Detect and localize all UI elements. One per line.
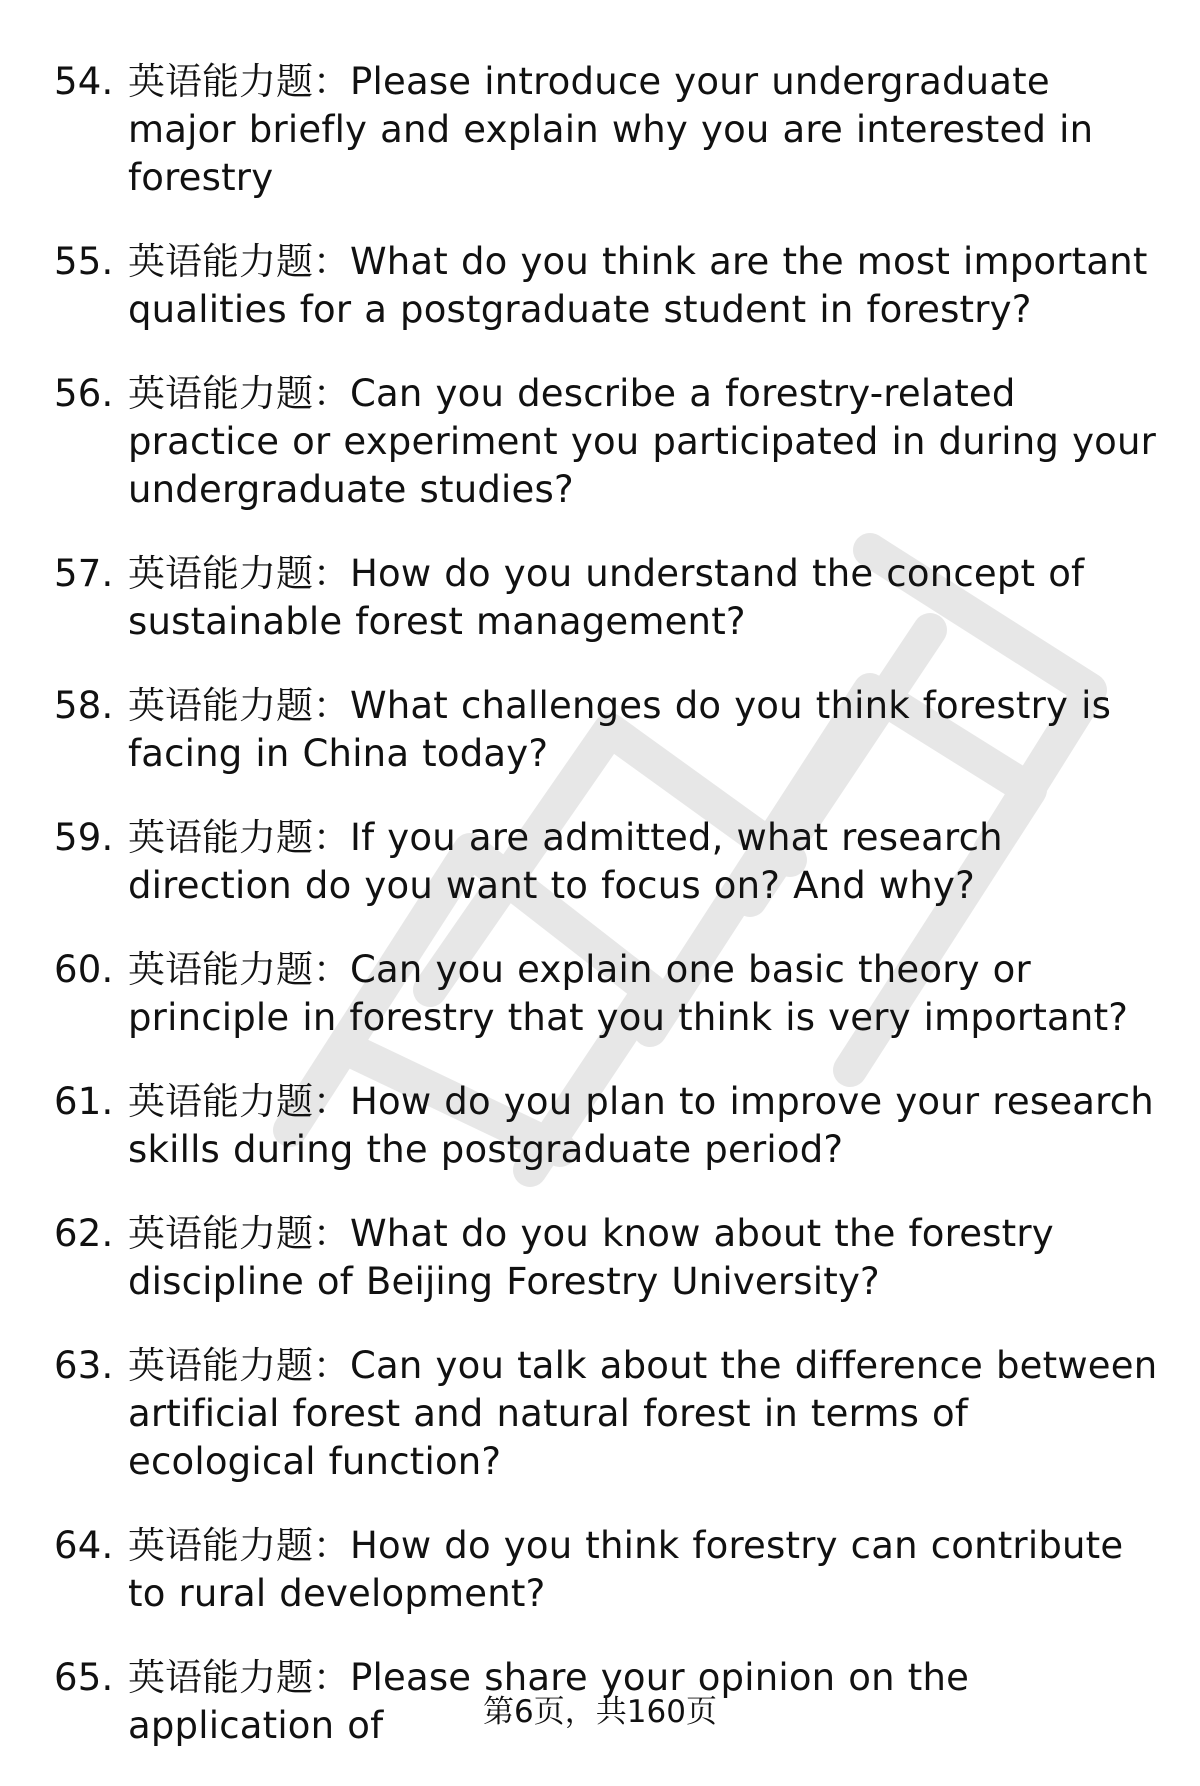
question-number: 60.: [54, 948, 114, 991]
question-category: 英语能力题：: [128, 1212, 350, 1255]
question-category: 英语能力题：: [128, 1080, 350, 1123]
question-number: 54.: [54, 60, 114, 103]
question-item: [0, 1078, 1200, 1174]
question-list: [0, 58, 1200, 1786]
question-number: 57.: [54, 552, 114, 595]
question-number: 61.: [54, 1080, 114, 1123]
question-text: Can you explain one basic theory or principle in forestry that you think is very important?: [128, 948, 1129, 1039]
question-item: [0, 946, 1200, 1042]
question-item: [0, 58, 1200, 202]
question-number: 64.: [54, 1524, 114, 1567]
question-number: 62.: [54, 1212, 114, 1255]
question-item: [0, 1522, 1200, 1618]
question-item: [0, 682, 1200, 778]
question-category: 英语能力题：: [128, 552, 350, 595]
question-category: 英语能力题：: [128, 1524, 350, 1567]
question-item: [0, 370, 1200, 514]
question-text: Please share your opinion on the application of: [128, 1656, 970, 1747]
question-text: How do you think forestry can contribute to rural development?: [128, 1524, 1124, 1615]
question-category: 英语能力题：: [128, 240, 350, 283]
question-text: If you are admitted, what research direction do you want to focus on? And why?: [128, 816, 1003, 907]
question-item: [0, 1342, 1200, 1486]
question-category: 英语能力题：: [128, 684, 350, 727]
page-number-footer: 第6页，共160页: [483, 1694, 717, 1730]
question-text: What do you think are the most important qualities for a postgraduate student in forestry?: [128, 240, 1148, 331]
question-text: Can you describe a forestry-related practice or experiment you participated in during your undergraduate studies?: [128, 372, 1157, 511]
question-text: Please introduce your undergraduate major briefly and explain why you are interested in forestry: [128, 60, 1094, 199]
question-text: What challenges do you think forestry is facing in China today?: [128, 684, 1112, 775]
question-text: Can you talk about the difference between artificial forest and natural forest in terms of ecological function?: [128, 1344, 1158, 1483]
question-number: 58.: [54, 684, 114, 727]
question-category: 英语能力题：: [128, 816, 350, 859]
question-text: What do you know about the forestry discipline of Beijing Forestry University?: [128, 1212, 1054, 1303]
question-text: How do you understand the concept of sustainable forest management?: [128, 552, 1085, 643]
question-text: How do you plan to improve your research skills during the postgraduate period?: [128, 1080, 1154, 1171]
question-item: [0, 550, 1200, 646]
question-number: 63.: [54, 1344, 114, 1387]
question-category: 英语能力题：: [128, 948, 350, 991]
question-number: 65.: [54, 1656, 114, 1699]
question-category: 英语能力题：: [128, 372, 350, 415]
question-number: 59.: [54, 816, 114, 859]
question-category: 英语能力题：: [128, 60, 350, 103]
question-item: [0, 238, 1200, 334]
question-category: 英语能力题：: [128, 1344, 350, 1387]
question-item: [0, 1210, 1200, 1306]
question-category: 英语能力题：: [128, 1656, 350, 1699]
question-number: 55.: [54, 240, 114, 283]
question-item: [0, 814, 1200, 910]
question-number: 56.: [54, 372, 114, 415]
